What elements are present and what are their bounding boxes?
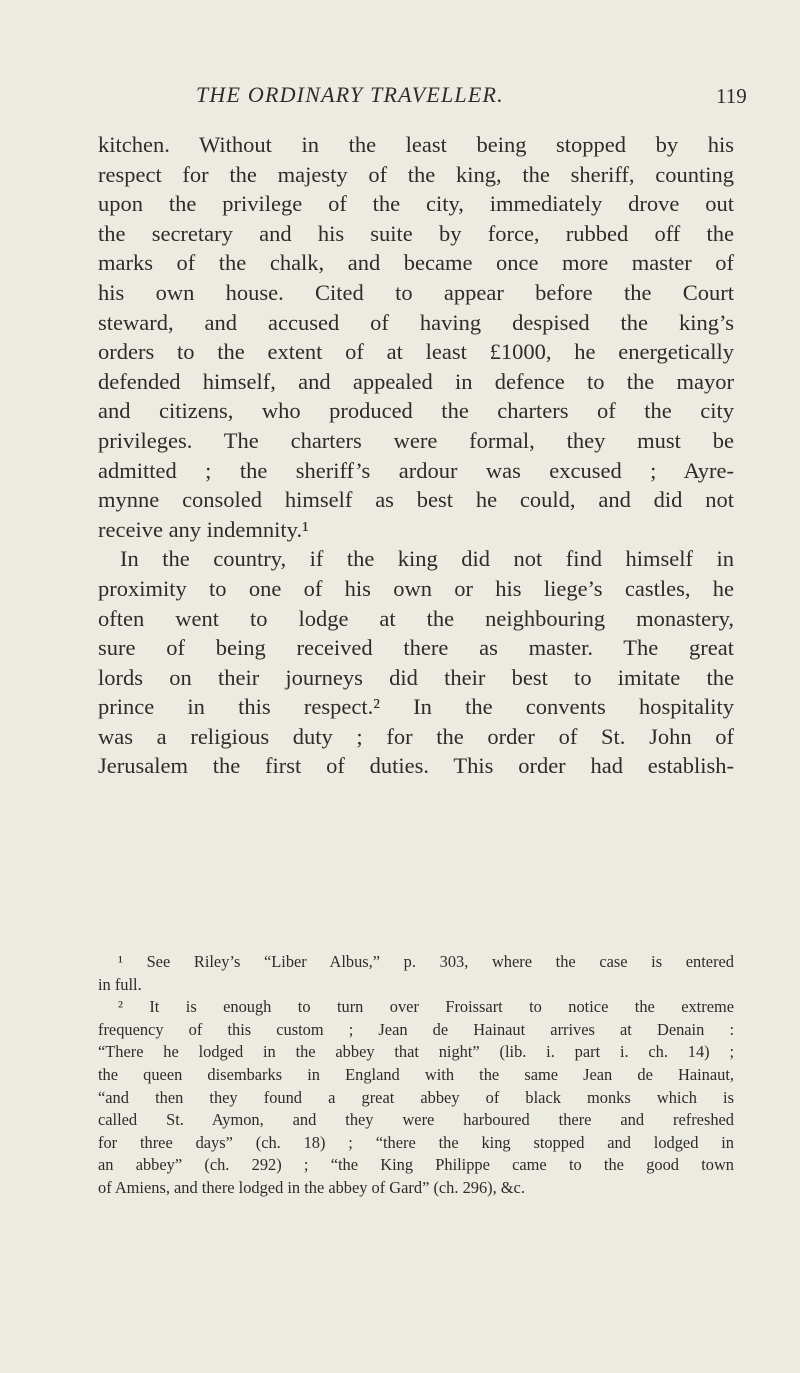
footnote-line: for three days” (ch. 18) ; “there the king stopped and lodged in <box>98 1132 734 1152</box>
body-line: receive any indemnity.¹ <box>98 516 309 542</box>
footnote-line: the queen disembarks in England with the same Jean de Hainaut, <box>98 1064 734 1084</box>
body-line: respect for the majesty of the king, the sheriff, counting <box>98 161 734 187</box>
body-line: sure of being received there as master. The great <box>98 635 734 661</box>
running-head <box>0 82 800 112</box>
body-line: privileges. The charters were formal, they must be <box>98 427 734 453</box>
body-text <box>98 130 734 781</box>
body-line: his own house. Cited to appear before the Court <box>98 279 734 305</box>
footnote-line: “There he lodged in the abbey that night” (lib. i. part i. ch. 14) ; <box>98 1042 734 1062</box>
body-line: defended himself, and appealed in defence to the mayor <box>98 368 734 394</box>
footnote-line: of Amiens, and there lodged in the abbey of Gard” (ch. 296), &c. <box>98 1177 525 1197</box>
body-line: marks of the chalk, and became once more master of <box>98 250 734 276</box>
body-line: was a religious duty ; for the order of St. John of <box>98 723 734 749</box>
footnote-line: an abbey” (ch. 292) ; “the King Philippe came to the good town <box>98 1155 734 1175</box>
footnotes <box>98 951 734 1200</box>
footnote-line: ¹ See Riley’s “Liber Albus,” p. 303, where the case is entered <box>118 952 734 971</box>
body-line: kitchen. Without in the least being stopped by his <box>98 132 734 157</box>
body-line: the secretary and his suite by force, rubbed off the <box>98 220 734 246</box>
body-line: and citizens, who produced the charters of the city <box>98 398 734 424</box>
running-title: THE ORDINARY TRAVELLER. <box>196 82 504 107</box>
body-line: lords on their journeys did their best to imitate the <box>98 664 734 690</box>
body-line: often went to lodge at the neighbouring monastery, <box>98 605 734 631</box>
footnote-line: in full. <box>98 974 142 994</box>
body-line: mynne consoled himself as best he could, and did not <box>98 487 734 513</box>
body-line: prince in this respect.² In the convents hospitality <box>98 694 734 720</box>
footnote-line: ² It is enough to turn over Froissart to notice the extreme <box>118 997 734 1017</box>
body-line: steward, and accused of having despised the king’s <box>98 309 734 335</box>
footnote-line: called St. Aymon, and they were harboured there and refreshed <box>98 1110 734 1130</box>
footnote-line: frequency of this custom ; Jean de Hainaut arrives at Denain : <box>98 1019 734 1039</box>
body-line: admitted ; the sheriff’s ardour was excused ; Ayre- <box>98 457 734 483</box>
body-line: proximity to one of his own or his liege’s castles, he <box>98 575 734 601</box>
body-line: Jerusalem the first of duties. This order had establish- <box>98 753 734 779</box>
body-line: upon the privilege of the city, immediately drove out <box>98 191 734 217</box>
footnote-line: “and then they found a great abbey of black monks which is <box>98 1087 734 1107</box>
page-number: 119 <box>716 84 747 108</box>
body-line: In the country, if the king did not find himself in <box>120 546 734 572</box>
body-line: orders to the extent of at least £1000, he energetically <box>98 339 734 365</box>
